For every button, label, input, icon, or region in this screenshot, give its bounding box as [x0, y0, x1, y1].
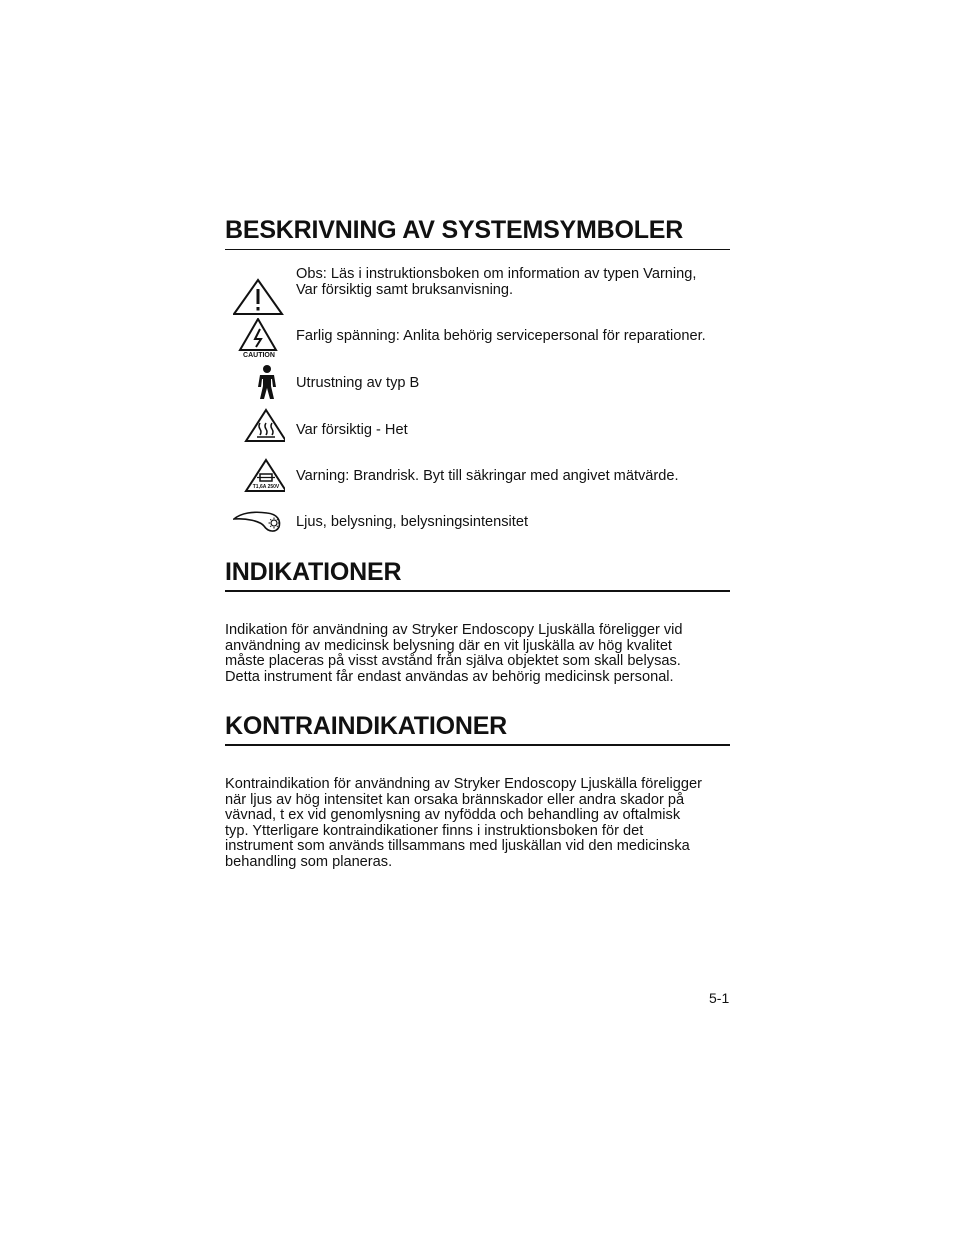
indications-line: Indikation för användning av Stryker Endoscopy Ljuskälla föreligger vid [225, 622, 683, 638]
exclamation-warning-icon [233, 278, 285, 316]
symbol-row-light [225, 506, 730, 536]
indications-line: Detta instrument får endast användas av behörig medicinsk personal. [225, 668, 674, 685]
fuse-icon-caption: T1,6A 250V [252, 484, 280, 490]
symbol-row-caution [225, 264, 730, 316]
indications-line: användning av medicinsk belysning där en vit ljuskälla av hög kvalitet [225, 637, 672, 654]
contraindications-line: instrument som används tillsammans med ljuskällan vid den medicinska [225, 838, 690, 854]
indications-heading-rule [225, 590, 730, 592]
page-number: 5-1 [709, 990, 730, 1006]
high-voltage-caution-icon [233, 318, 285, 352]
symbols-heading-rule [225, 249, 730, 250]
indications-line: måste placeras på visst avstånd från själva objektet som skall belysas. [225, 653, 681, 669]
symbol-row-voltage [225, 318, 730, 362]
contraindications-line: vävnad, t ex vid genomlysning av nyfödda och behandling av oftalmisk [225, 807, 681, 823]
symbols-heading: BESKRIVNING AV SYSTEMSYMBOLER [225, 216, 684, 244]
voltage-icon-caption: CAUTION [243, 352, 275, 359]
light-intensity-icon [233, 508, 285, 534]
hot-surface-warning-icon [233, 408, 285, 443]
symbol-row-type-b [225, 364, 730, 402]
symbol-row-hot [225, 408, 730, 444]
symbol-text-hot: Var försiktig - Het [296, 422, 408, 438]
symbol-text-voltage: Farlig spänning: Anlita behörig servicepersonal för reparationer. [296, 328, 706, 344]
contraindications-paragraph [225, 777, 730, 870]
contraindications-heading: KONTRAINDIKATIONER [225, 712, 508, 740]
symbol-text-caution-line2: Var försiktig samt bruksanvisning. [296, 282, 514, 298]
contraindications-heading-rule [225, 744, 730, 746]
contraindications-line: typ. Ytterligare kontraindikationer finns i instruktionsboken för det [225, 822, 644, 839]
symbol-text-type-b: Utrustning av typ B [296, 375, 420, 391]
contraindications-line: när ljus av hög intensitet kan orsaka brännskador eller andra skador på [225, 791, 685, 808]
indications-paragraph [225, 623, 730, 685]
contraindications-line: Kontraindikation för användning av Stryker Endoscopy Ljuskälla föreligger [225, 776, 703, 792]
indications-heading: INDIKATIONER [225, 558, 402, 586]
symbol-text-light: Ljus, belysning, belysningsintensitet [296, 514, 529, 530]
symbol-text-fuse: Varning: Brandrisk. Byt till säkringar med angivet mätvärde. [296, 468, 679, 484]
symbol-row-fuse [225, 458, 730, 494]
contraindications-line: behandling som planeras. [225, 853, 393, 870]
type-b-equipment-icon [233, 364, 285, 400]
symbol-text-caution-line1: Obs: Läs i instruktionsboken om information av typen Varning, [296, 266, 697, 282]
